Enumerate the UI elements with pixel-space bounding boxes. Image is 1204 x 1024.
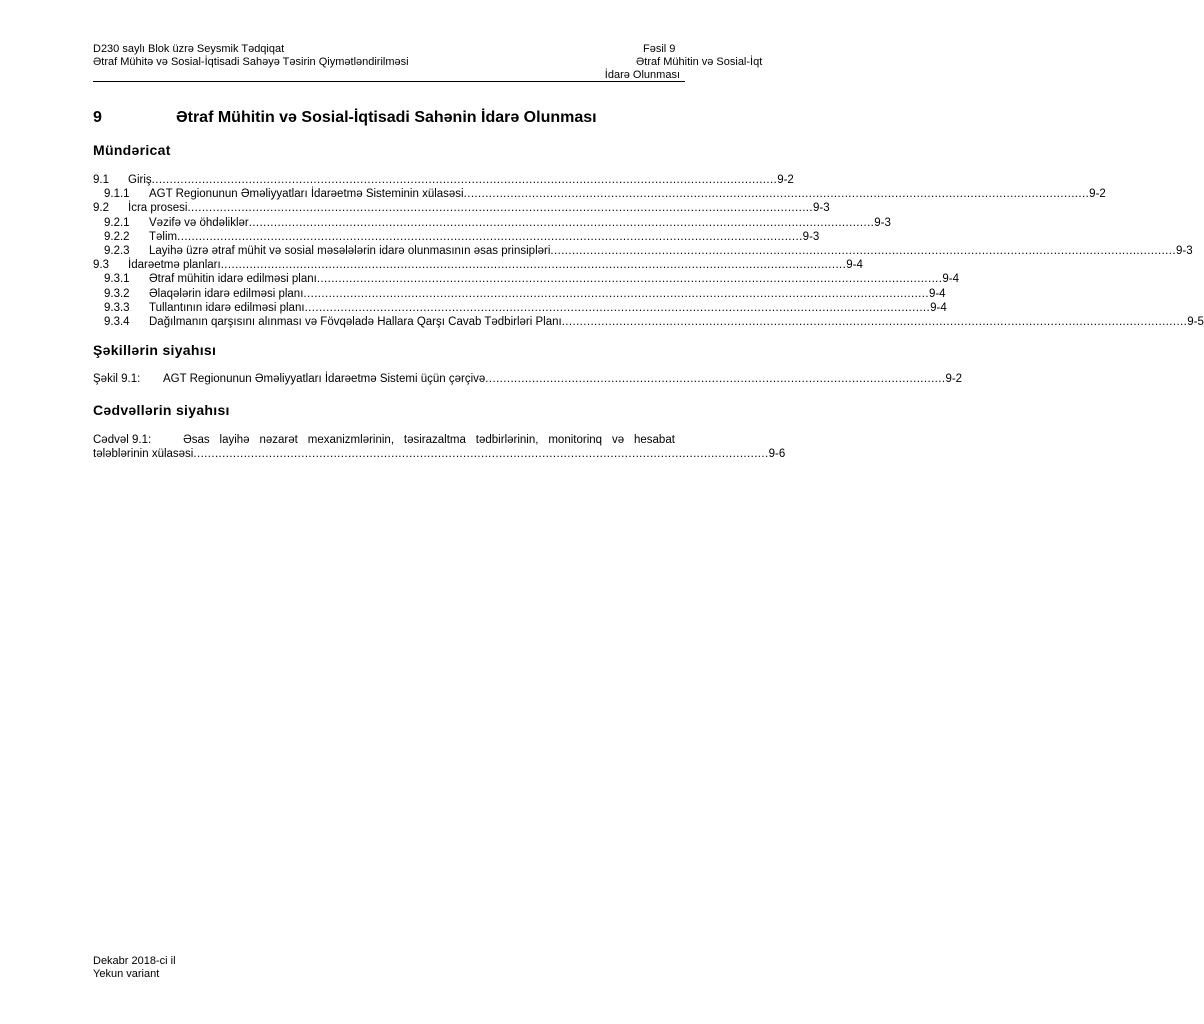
figure-label: Şəkil 9.1: bbox=[93, 373, 141, 385]
table-title-word: layihə bbox=[219, 434, 250, 446]
toc-entry-number: 9.2.1 bbox=[104, 216, 130, 229]
table-of-contents bbox=[93, 173, 1204, 329]
table-title-word: mexanizmlərinin, bbox=[307, 434, 395, 446]
figure-title: AGT Regionunun Əməliyyatları İdarəetmə Sistemi üçün çərçivə bbox=[163, 373, 486, 385]
toc-entry[interactable] bbox=[93, 187, 1106, 201]
toc-entry[interactable] bbox=[93, 315, 1204, 329]
toc-entry-page: 9-3 bbox=[802, 230, 820, 243]
figure-list-entry[interactable] bbox=[93, 373, 963, 385]
dot-leader: .............................................................................................................................................................................. bbox=[550, 244, 1176, 257]
running-header-left bbox=[93, 43, 409, 69]
toc-entry-title: İdarəetmə planları bbox=[128, 259, 221, 272]
toc-entry-number: 9.2.3 bbox=[104, 244, 130, 257]
toc-entry-number: 9.3 bbox=[93, 259, 109, 272]
toc-entry-page: 9-4 bbox=[942, 273, 959, 286]
dot-leader: .............................................................................................................................................................................. bbox=[187, 202, 813, 215]
chapter-number: 9 bbox=[93, 109, 102, 126]
toc-entry-number: 9.3.3 bbox=[104, 301, 130, 314]
dot-leader: .............................................................................................................................................................................. bbox=[177, 230, 803, 243]
dot-leader: .............................................................................................................................................................................. bbox=[316, 273, 943, 286]
toc-entry[interactable] bbox=[93, 201, 830, 215]
footer-date: Dekabr 2018-ci il bbox=[93, 955, 176, 967]
table-page: 9-6 bbox=[768, 448, 786, 460]
table-list-entry[interactable] bbox=[93, 433, 786, 461]
header-chapter-title: Ətraf Mühitin və Sosial-İqt bbox=[636, 56, 763, 68]
toc-entry-page: 9-4 bbox=[930, 301, 947, 314]
toc-entry-title: Vəzifə və öhdəliklər bbox=[149, 216, 249, 229]
dot-leader: ................................................................................................................................ bbox=[485, 373, 946, 385]
toc-entry[interactable] bbox=[93, 230, 820, 244]
toc-entry-number: 9.3.2 bbox=[104, 287, 130, 300]
toc-entry[interactable] bbox=[93, 258, 863, 272]
dot-leader: .............................................................................................................................................................................. bbox=[303, 287, 929, 300]
toc-entry[interactable] bbox=[93, 216, 891, 230]
header-rule bbox=[93, 81, 685, 82]
table-title-word: təsirazaltma bbox=[403, 434, 466, 446]
header-chapter-label: Fəsil 9 bbox=[643, 43, 676, 55]
table-title-word: nəzarət bbox=[259, 434, 298, 446]
toc-entry-page: 9-2 bbox=[777, 174, 794, 186]
toc-entry[interactable] bbox=[93, 287, 946, 301]
dot-leader: ................................................................................................................................................................ bbox=[193, 448, 769, 460]
dot-leader: .............................................................................................................................................................................. bbox=[151, 174, 778, 186]
toc-entry-title: Tullantının idarə edilməsi planı bbox=[149, 301, 305, 314]
header-project-title: D230 saylı Blok üzrə Seysmik Tədqiqat bbox=[93, 43, 285, 55]
toc-entry-number: 9.2 bbox=[93, 202, 109, 215]
toc-entry-page: 9-4 bbox=[846, 259, 863, 272]
toc-entry-title: İcra prosesi bbox=[128, 202, 188, 215]
chapter-title: Ətraf Mühitin və Sosial-İqtisadi Sahənin İdarə Olunması bbox=[176, 109, 597, 126]
toc-entry-page: 9-2 bbox=[1089, 188, 1106, 201]
table-title-word: tədbirlərinin, bbox=[475, 434, 539, 446]
toc-entry-title: AGT Regionunun Əməliyyatları İdarəetmə Sisteminin xülasəsi bbox=[149, 188, 464, 201]
toc-entry[interactable] bbox=[93, 272, 959, 286]
page-footer bbox=[93, 955, 176, 981]
dot-leader: .............................................................................................................................................................................. bbox=[561, 315, 1188, 328]
dot-leader: .............................................................................................................................................................................. bbox=[463, 188, 1090, 201]
toc-entry[interactable] bbox=[93, 244, 1193, 258]
footer-version: Yekun variant bbox=[93, 968, 160, 980]
dot-leader: .............................................................................................................................................................................. bbox=[220, 259, 847, 272]
table-title-word: və bbox=[611, 434, 625, 446]
toc-entry-number: 9.1 bbox=[93, 174, 109, 186]
toc-entry-title: Dağılmanın qarşısını alınması və Fövqəladə Hallara Qarşı Cavab Tədbirləri Planı bbox=[149, 315, 562, 328]
toc-entry-number: 9.1.1 bbox=[104, 188, 130, 201]
toc-entry-page: 9-3 bbox=[812, 202, 830, 215]
toc-entry-title: Təlim bbox=[149, 230, 178, 243]
toc-entry-page: 9-3 bbox=[874, 216, 891, 229]
toc-entry-page: 9-4 bbox=[928, 287, 946, 300]
header-chapter-title-cont: İdarə Olunması bbox=[604, 69, 680, 81]
toc-entry-title: Ətraf mühitin idarə edilməsi planı bbox=[149, 273, 317, 286]
toc-entry-number: 9.3.1 bbox=[104, 273, 130, 286]
toc-entry-page: 9-5 bbox=[1187, 315, 1204, 328]
toc-entry[interactable] bbox=[93, 301, 947, 315]
dot-leader: .............................................................................................................................................................................. bbox=[248, 216, 875, 229]
table-title-cont: tələblərinin xülasəsi bbox=[93, 448, 194, 460]
dot-leader: .............................................................................................................................................................................. bbox=[304, 301, 931, 314]
toc-entry-number: 9.3.4 bbox=[104, 315, 130, 328]
table-title-word: hesabat bbox=[633, 434, 675, 446]
toc-entry-title: Giriş bbox=[128, 174, 152, 186]
toc-entry-number: 9.2.2 bbox=[104, 230, 130, 243]
table-title-word: monitorinq bbox=[548, 434, 603, 446]
table-title-word: Əsas bbox=[183, 434, 210, 446]
figures-heading: Şəkillərin siyahısı bbox=[93, 342, 217, 358]
toc-entry-title: Layihə üzrə ətraf mühit və sosial məsələlərin idarə olunmasının əsas prinsipləri bbox=[149, 244, 551, 257]
figure-page: 9-2 bbox=[945, 373, 963, 385]
table-label: Cədvəl 9.1: bbox=[93, 434, 152, 446]
toc-entry-title: Əlaqələrin idarə edilməsi planı bbox=[149, 287, 304, 300]
tables-heading: Cədvəllərin siyahısı bbox=[93, 402, 230, 418]
toc-entry[interactable] bbox=[93, 173, 794, 187]
toc-entry-page: 9-3 bbox=[1175, 244, 1193, 257]
contents-heading: Mündəricat bbox=[93, 142, 171, 158]
header-report-title: Ətraf Mühitə və Sosial-İqtisadi Sahəyə Təsirin Qiymətləndirilməsi bbox=[93, 56, 409, 68]
